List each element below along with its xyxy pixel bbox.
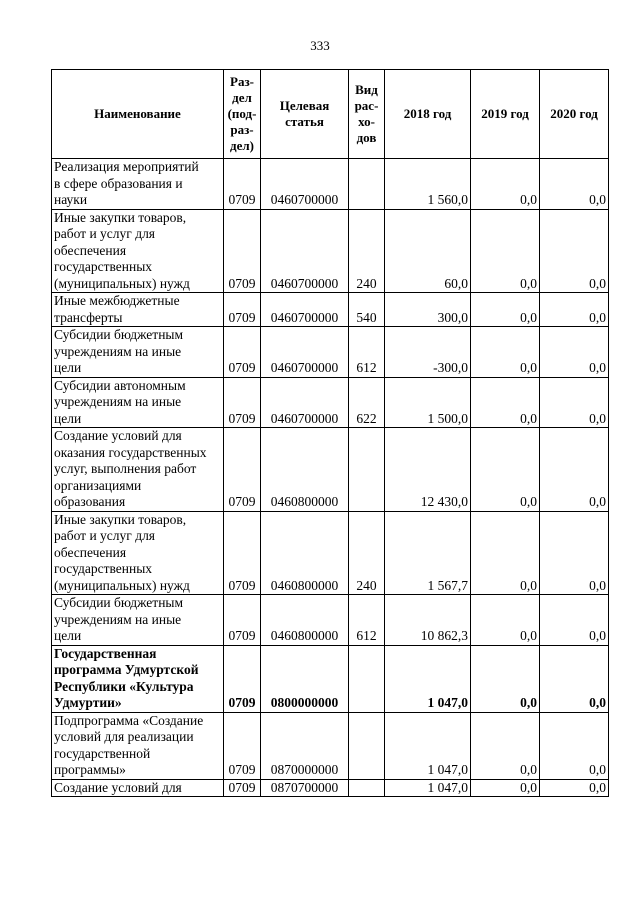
- table-row: [52, 511, 609, 595]
- row-name-line: Подпрограмма «Создание: [54, 712, 204, 728]
- row-section-cell: 0709: [224, 645, 261, 712]
- row-name-cell: [52, 645, 224, 712]
- row-target-cell: 0870000000: [261, 712, 349, 779]
- col-section-header: Раз- дел (под- раз- дел): [224, 70, 261, 159]
- row-section-cell: 0709: [224, 511, 261, 595]
- row-exp-type-cell: 240: [349, 209, 385, 293]
- table-row: [52, 428, 609, 512]
- row-2020-cell: 0,0: [540, 595, 609, 646]
- row-2020-cell: 0,0: [540, 293, 609, 327]
- row-name-line: обеспечения: [54, 242, 127, 258]
- row-name-line: Иные закупки товаров,: [54, 209, 187, 225]
- table-row: [52, 595, 609, 646]
- row-name-line: трансферты: [54, 309, 123, 325]
- row-target-cell: 0460700000: [261, 327, 349, 378]
- row-name-cell: [52, 327, 224, 378]
- row-name-cell: [52, 209, 224, 293]
- row-name-cell: [52, 595, 224, 646]
- row-target-cell: 0460800000: [261, 595, 349, 646]
- row-exp-type-cell: [349, 159, 385, 210]
- row-name-line: Реализация мероприятий: [54, 159, 199, 174]
- row-target-cell: 0460700000: [261, 159, 349, 210]
- row-exp-type-cell: 240: [349, 511, 385, 595]
- row-name-cell: [52, 377, 224, 428]
- row-2019-cell: 0,0: [471, 377, 540, 428]
- row-2019-cell: 0,0: [471, 712, 540, 779]
- row-name-line: науки: [54, 192, 88, 207]
- row-2018-cell: -300,0: [385, 327, 471, 378]
- row-2019-cell: 0,0: [471, 428, 540, 512]
- row-2018-cell: 1 567,7: [385, 511, 471, 595]
- row-name-cell: [52, 428, 224, 512]
- row-name-line: Субсидии бюджетным: [54, 327, 184, 342]
- row-2018-cell: 60,0: [385, 209, 471, 293]
- row-name-line: государственных: [54, 259, 153, 274]
- row-name-line: работ и услуг для: [54, 528, 156, 543]
- row-name-line: Субсидии бюджетным: [54, 595, 184, 610]
- row-name-cell: [52, 159, 224, 210]
- budget-table: [51, 69, 609, 797]
- row-2018-cell: 12 430,0: [385, 428, 471, 512]
- row-exp-type-cell: [349, 712, 385, 779]
- row-2019-cell: 0,0: [471, 645, 540, 712]
- row-name-line: (муниципальных) нужд: [54, 577, 190, 593]
- row-name-line: услуг, выполнения работ: [54, 461, 197, 476]
- row-2018-cell: 1 500,0: [385, 377, 471, 428]
- row-name-line: Субсидии автономным: [54, 377, 186, 393]
- row-section-cell: 0709: [224, 377, 261, 428]
- row-target-cell: 0800000000: [261, 645, 349, 712]
- row-2019-cell: 0,0: [471, 209, 540, 293]
- col-target-header: Целевая статья: [261, 70, 349, 159]
- row-name-line: цели: [54, 628, 82, 643]
- row-name-cell: [52, 779, 224, 797]
- col-2020-header: 2020 год: [540, 70, 609, 159]
- row-name-line: программа Удмуртской: [54, 662, 199, 677]
- row-2019-cell: 0,0: [471, 511, 540, 595]
- row-name-line: Создание условий для: [54, 779, 182, 795]
- row-2019-cell: 0,0: [471, 293, 540, 327]
- row-2018-cell: 1 047,0: [385, 712, 471, 779]
- row-target-cell: 0460700000: [261, 209, 349, 293]
- row-section-cell: 0709: [224, 327, 261, 378]
- row-2019-cell: 0,0: [471, 159, 540, 210]
- row-section-cell: 0709: [224, 293, 261, 327]
- row-2020-cell: 0,0: [540, 511, 609, 595]
- row-section-cell: 0709: [224, 159, 261, 210]
- row-section-cell: 0709: [224, 428, 261, 512]
- row-2020-cell: 0,0: [540, 645, 609, 712]
- row-2020-cell: 0,0: [540, 428, 609, 512]
- row-section-cell: 0709: [224, 595, 261, 646]
- row-name-line: Иные межбюджетные: [54, 293, 180, 308]
- row-name-line: цели: [54, 360, 82, 375]
- row-exp-type-cell: 540: [349, 293, 385, 327]
- row-target-cell: 0460700000: [261, 293, 349, 327]
- row-name-line: образования: [54, 494, 126, 509]
- row-name-line: учреждениям на иные: [54, 343, 182, 359]
- row-name-line: обеспечения: [54, 544, 127, 560]
- row-name-line: учреждениям на иные: [54, 394, 182, 409]
- col-name-header: Наименование: [52, 70, 224, 159]
- row-2019-cell: 0,0: [471, 327, 540, 378]
- row-section-cell: 0709: [224, 712, 261, 779]
- row-2020-cell: 0,0: [540, 159, 609, 210]
- row-target-cell: 0460800000: [261, 428, 349, 512]
- row-2020-cell: 0,0: [540, 209, 609, 293]
- header-row: [52, 70, 609, 159]
- table-row: [52, 377, 609, 428]
- table-body: [52, 159, 609, 797]
- row-name-line: государственных: [54, 561, 153, 576]
- row-exp-type-cell: 622: [349, 377, 385, 428]
- row-name-cell: [52, 712, 224, 779]
- row-exp-type-cell: [349, 428, 385, 512]
- row-target-cell: 0460700000: [261, 377, 349, 428]
- table-row: [52, 293, 609, 327]
- table-row: [52, 712, 609, 779]
- row-2018-cell: 10 862,3: [385, 595, 471, 646]
- row-name-line: Иные закупки товаров,: [54, 511, 187, 527]
- table-row: [52, 159, 609, 210]
- table-row: [52, 209, 609, 293]
- col-2018-header: 2018 год: [385, 70, 471, 159]
- row-2018-cell: 1 047,0: [385, 779, 471, 797]
- row-2018-cell: 300,0: [385, 293, 471, 327]
- table-row: [52, 327, 609, 378]
- row-exp-type-cell: 612: [349, 327, 385, 378]
- row-name-line: цели: [54, 410, 82, 426]
- row-name-line: государственной: [54, 745, 151, 761]
- row-2018-cell: 1 560,0: [385, 159, 471, 210]
- col-exp-type-header: Вид рас- хо- дов: [349, 70, 385, 159]
- row-name-line: Республики «Культура: [54, 678, 194, 694]
- row-name-line: работ и услуг для: [54, 226, 156, 241]
- row-2018-cell: 1 047,0: [385, 645, 471, 712]
- row-2020-cell: 0,0: [540, 779, 609, 797]
- col-2019-header: 2019 год: [471, 70, 540, 159]
- row-name-line: Удмуртии»: [54, 695, 122, 710]
- row-target-cell: 0870700000: [261, 779, 349, 797]
- row-2019-cell: 0,0: [471, 779, 540, 797]
- row-name-line: программы»: [54, 762, 126, 777]
- row-name-line: Создание условий для: [54, 428, 182, 443]
- row-name-cell: [52, 293, 224, 327]
- table-row: [52, 645, 609, 712]
- row-exp-type-cell: [349, 779, 385, 797]
- row-name-line: (муниципальных) нужд: [54, 275, 190, 291]
- row-name-line: условий для реализации: [54, 729, 194, 744]
- row-2019-cell: 0,0: [471, 595, 540, 646]
- row-name-line: Государственная: [54, 645, 157, 661]
- row-exp-type-cell: 612: [349, 595, 385, 646]
- row-section-cell: 0709: [224, 779, 261, 797]
- row-target-cell: 0460800000: [261, 511, 349, 595]
- row-name-line: учреждениям на иные: [54, 611, 182, 627]
- row-name-line: оказания государственных: [54, 444, 207, 460]
- row-name-line: в сфере образования и: [54, 175, 183, 191]
- page-number: 333: [310, 38, 330, 53]
- row-2020-cell: 0,0: [540, 712, 609, 779]
- row-2020-cell: 0,0: [540, 377, 609, 428]
- row-exp-type-cell: [349, 645, 385, 712]
- row-section-cell: 0709: [224, 209, 261, 293]
- row-2020-cell: 0,0: [540, 327, 609, 378]
- row-name-cell: [52, 511, 224, 595]
- table-row: [52, 779, 609, 797]
- row-name-line: организациями: [54, 477, 142, 493]
